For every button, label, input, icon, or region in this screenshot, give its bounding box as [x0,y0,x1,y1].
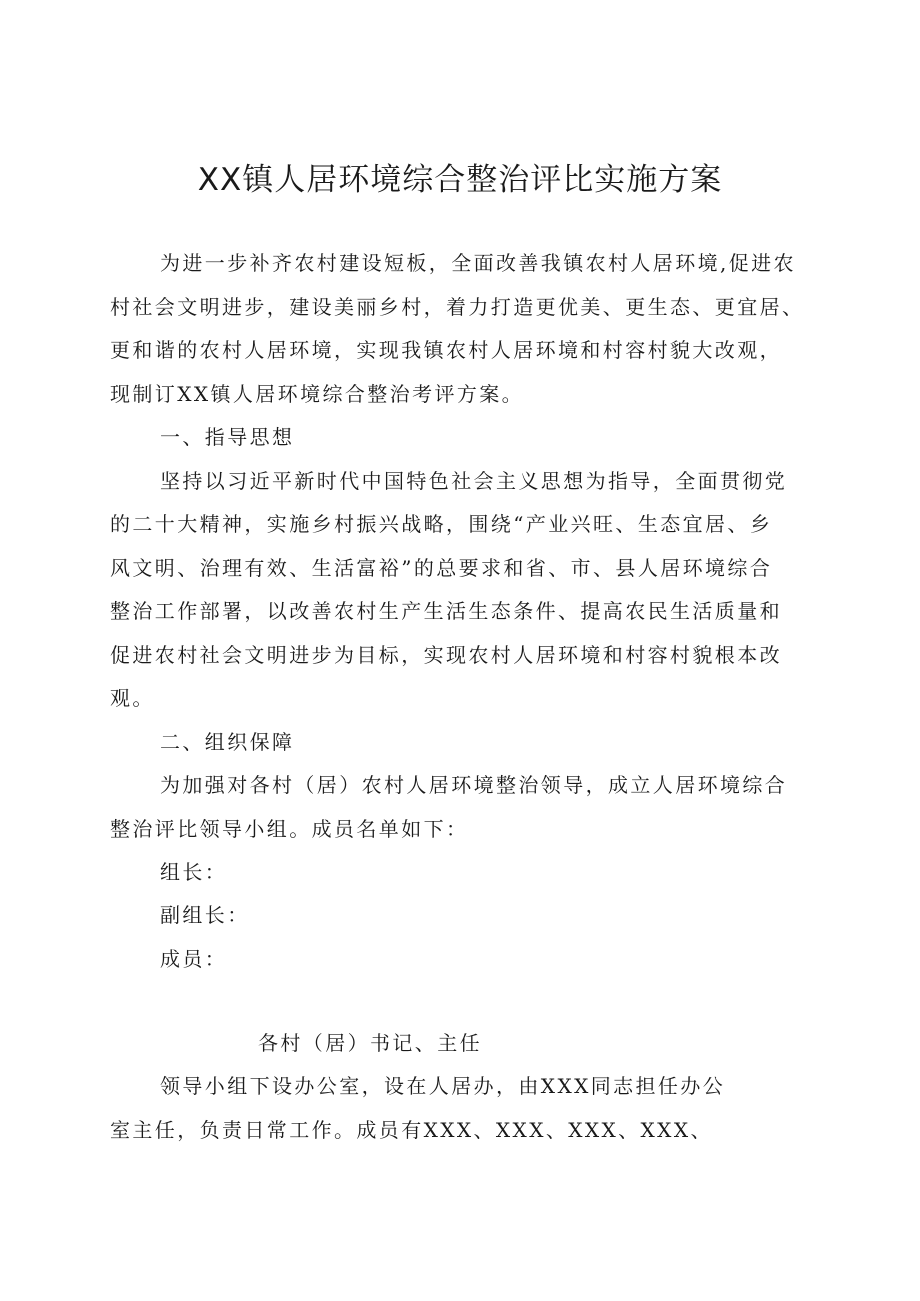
members-detail: 各村（居）书记、主任 [258,1031,482,1055]
intro-line-2: 村社会文明进步，建设美丽乡村，着力打造更优美、更生态、更宜居、 [110,295,805,319]
section1-line-5: 促进农村社会文明进步为目标，实现农村人居环境和村容村貌根本改 [110,643,782,667]
intro-line-1: 为进一步补齐农村建设短板，全面改善我镇农村人居环境,促进农 [160,251,796,275]
section1-line-1: 坚持以习近平新时代中国特色社会主义思想为指导，全面贯彻党 [160,469,788,493]
intro-line-4: 现制订XX镇人居环境综合整治考评方案。 [110,382,525,406]
office-line-1: 领导小组下设办公室，设在人居办，由XXX同志担任办公 [160,1074,726,1098]
section2-line-2: 整治评比领导小组。成员名单如下： [110,817,469,841]
section2-line-1: 为加强对各村（居）农村人居环境整治领导，成立人居环境综合 [160,773,788,797]
section1-line-4: 整治工作部署，以改善农村生产生活生态条件、提高农民生活质量和 [110,599,782,623]
section1-line-2: 的二十大精神，实施乡村振兴战略，围绕“产业兴旺、生态宜居、乡 [110,512,773,536]
section1-heading: 一、指导思想 [160,425,295,449]
members-label: 成员： [160,947,228,971]
deputy-leader-label: 副组长： [160,903,250,927]
document-title: XX镇人居环境综合整治评比实施方案 [197,162,723,198]
intro-line-3: 更和谐的农村人居环境，实现我镇农村人居环境和村容村貌大改观， [110,338,782,362]
leader-label: 组长： [160,860,228,884]
section2-heading: 二、组织保障 [160,730,295,754]
section1-line-6: 观。 [110,686,155,710]
office-line-2: 室主任，负责日常工作。成员有XXX、XXX、XXX、XXX、 [110,1118,713,1142]
section1-line-3: 风文明、治理有效、生活富裕”的总要求和省、市、县人居环境综合 [110,556,773,580]
